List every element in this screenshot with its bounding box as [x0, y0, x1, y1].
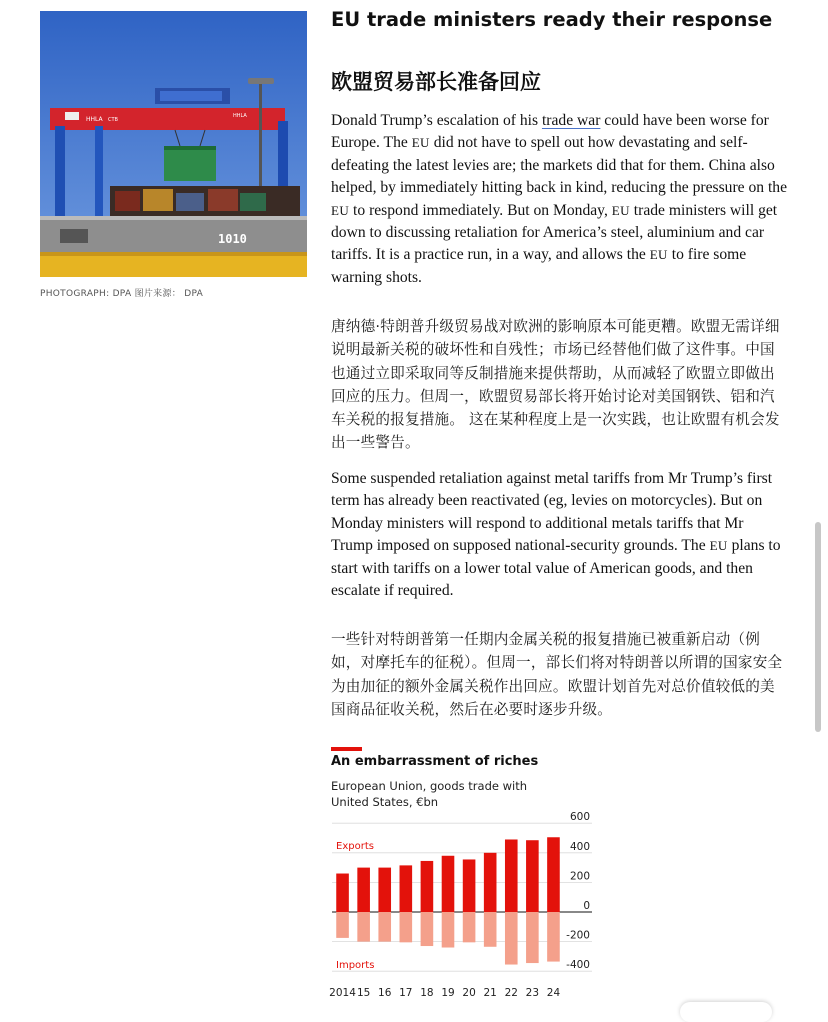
- bar-imports: [357, 912, 370, 942]
- bar-imports: [421, 912, 434, 946]
- chart-title: An embarrassment of riches: [331, 754, 539, 769]
- bar-exports: [505, 839, 518, 912]
- paragraph-en-2: Some suspended retaliation against metal tariffs from Mr Trump’s first term has already been reactivated (eg, levies on motorcycles). But on Monday ministers will respond to additional metals tariffs that Mr Trump imposed on supposed national-security grounds. The EU plans to start with tariffs on a lower total value of American goods, and then escalate if required.: [331, 470, 781, 600]
- paragraph-en-1: Donald Trump’s escalation of his trade war could have been worse for Europe. The EU did not have to spell out how devastating and self-defeating the latest levies are; the markets did that for them. China also helped, by immediately hitting back in kind, reducing the pressure on the EU to respond immediately. But on Monday, EU trade ministers will get down to discussing retaliation for America’s steel, aluminium and car tariffs. It is a practice run, in a way, and allows the EU to fire some warning shots.: [331, 112, 788, 286]
- crane-sign: CTB: [108, 117, 118, 123]
- trade-war-link[interactable]: trade war: [541, 112, 601, 129]
- x-tick-label: 24: [546, 987, 561, 999]
- y-tick-label: 0: [583, 900, 590, 912]
- bar-imports: [484, 912, 497, 947]
- paragraph-cn-1: 唐纳德·特朗普升级贸易战对欧洲的影响原本可能更糟。欧盟无需详细说明最新关税的破坏性和自残性；市场已经替他们做了这件事。中国也通过立即采取同等反制措施来提供帮助，从而减轻了欧盟立即做出回应的压力。但周一，欧盟贸易部长将开始讨论对美国钢铁、铝和汽车关税的报复措施。 这在某种程度上是一次实践，也让欧盟有机会发出一些警告。: [331, 318, 780, 452]
- paragraph-cn-2: 一些针对特朗普第一任期内金属关税的报复措施已被重新启动（例如，对摩托车的征税）。但周一，部长们将对特朗普以所谓的国家安全为由加征的额外金属关税作出回应。欧盟计划首先对总价值较低的美国商品征收关税，然后在必要时逐步升级。: [331, 631, 783, 718]
- bar-imports: [505, 912, 518, 965]
- bar-imports: [547, 912, 560, 962]
- crane-sign: HHLA: [86, 116, 103, 123]
- x-tick-label: 19: [441, 987, 455, 999]
- y-tick-label: 200: [569, 870, 590, 883]
- bar-exports: [400, 865, 413, 912]
- chart-subtitle: European Union, goods trade with United States, €bn: [331, 779, 527, 809]
- bar-imports: [400, 912, 413, 942]
- bar-exports: [357, 868, 370, 912]
- x-tick-label: 16: [378, 987, 392, 999]
- article-headline-cn: 欧盟贸易部长准备回应: [331, 70, 541, 94]
- x-tick-label: 15: [356, 987, 371, 999]
- y-tick-label: 600: [569, 812, 590, 824]
- y-tick-label: -200: [566, 929, 590, 942]
- bar-exports: [442, 856, 455, 912]
- x-tick-label: 20: [462, 987, 476, 999]
- scrollbar-thumb[interactable]: [815, 522, 821, 732]
- x-tick-label: 22: [504, 987, 518, 999]
- series-label-imports: Imports: [336, 960, 375, 971]
- bar-exports: [378, 868, 391, 912]
- berth-number: 1010: [218, 232, 247, 246]
- chart-accent-rule: [331, 747, 362, 751]
- x-tick-label: 21: [483, 987, 497, 999]
- bar-exports: [484, 853, 497, 912]
- series-label-exports: Exports: [336, 841, 374, 852]
- bar-exports: [547, 837, 560, 912]
- bar-exports: [463, 859, 476, 912]
- x-tick-label: 17: [399, 987, 413, 999]
- x-tick-label: 2014: [329, 987, 356, 999]
- x-tick-label: 18: [420, 987, 434, 999]
- bar-imports: [526, 912, 539, 963]
- bar-imports: [463, 912, 476, 942]
- trade-bar-chart: [326, 812, 596, 1002]
- port-crane-image: [40, 11, 307, 277]
- bar-exports: [421, 861, 434, 912]
- bar-imports: [442, 912, 455, 948]
- photo-credit: PHOTOGRAPH: DPA 图片来源： DPA: [40, 289, 204, 299]
- floating-button[interactable]: [680, 1002, 772, 1022]
- article-headline: EU trade ministers ready their response: [331, 8, 773, 31]
- y-tick-label: -400: [566, 959, 590, 972]
- bar-exports: [336, 874, 349, 912]
- bar-imports: [378, 912, 391, 942]
- x-tick-label: 23: [525, 987, 540, 999]
- y-tick-label: 400: [569, 840, 590, 853]
- article-photo: [40, 11, 307, 277]
- bar-exports: [526, 840, 539, 912]
- crane-sign: HHLA: [233, 113, 247, 119]
- bar-imports: [336, 912, 349, 938]
